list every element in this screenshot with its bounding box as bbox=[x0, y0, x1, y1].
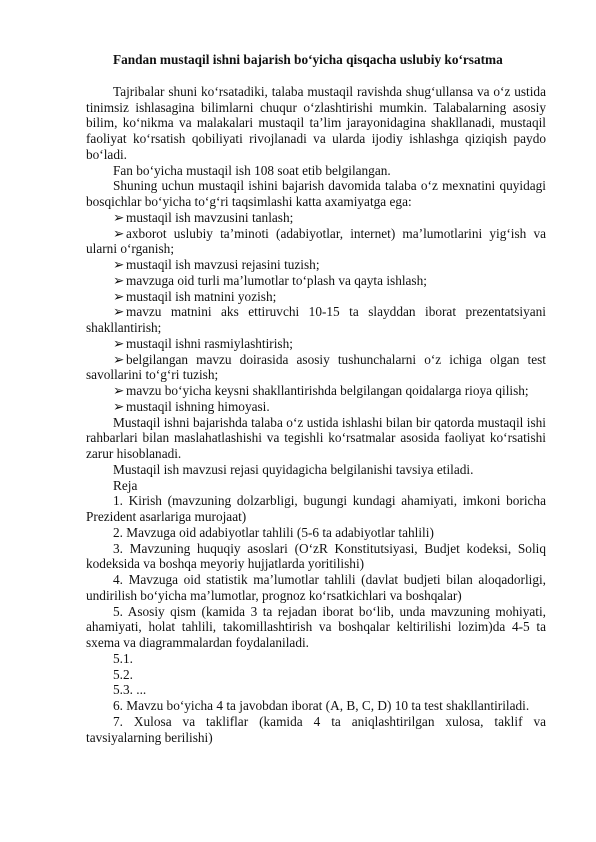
stage-list-item: ➢ mustaqil ish mavzusi rejasini tuzish; bbox=[113, 257, 320, 272]
plan-heading: Reja bbox=[113, 477, 138, 493]
plan-item: 1. Kirish (mavzuning dolzarbligi, bugungi kundagi ahamiyati, imkoni boricha Prezident asarlariga murojaat) bbox=[86, 493, 546, 524]
stage-list-item: ➢ mustaqil ishni rasmiylashtirish; bbox=[113, 335, 293, 351]
arrow-bullet-icon: ➢ bbox=[113, 209, 125, 225]
arrow-bullet-icon: ➢ bbox=[113, 272, 125, 288]
arrow-bullet-icon: ➢ bbox=[113, 288, 125, 304]
plan-subitem: 5.2. bbox=[113, 666, 133, 682]
plan-subitem: 5.3. ... bbox=[113, 682, 147, 698]
arrow-bullet-icon: ➢ bbox=[113, 304, 125, 320]
arrow-bullet-icon: ➢ bbox=[113, 335, 125, 351]
plan-item: 5. Asosiy qism (kamida 3 ta rejadan iborat bo‘lib, unda mavzuning mohiyati, ahamiyati, holat tahlili, takomillashtirish va boshqalar keltirilishi lozim)da 4-5 ta sxema va diagrammalardan foydalaniladi. bbox=[86, 603, 546, 650]
plan-item: 4. Mavzuga oid statistik ma’lumotlar tahlili (davlat budjeti bilan aloqadorligi, undirilish bo‘yicha ma’lumotlar, prognoz ko‘rsatkichlari va boshqalar) bbox=[86, 572, 546, 603]
supervision-paragraph: Mustaqil ishni bajarishda talaba o‘z ustida ishlashi bilan bir qatorda mustaqil ishi rahbarlari bilan maslahatlashishi va tegishli ko‘rsatmalar asosida faoliyat ko‘rsatishi zarur hisoblanadi. bbox=[86, 414, 546, 461]
arrow-bullet-icon: ➢ bbox=[113, 257, 125, 272]
plan-item: 2. Mavzuga oid adabiyotlar tahlili (5-6 ta adabiyotlar tahlili) bbox=[113, 524, 434, 540]
stage-list-item: ➢ mavzu matnini aks ettiruvchi 10-15 ta slayddan iborat prezentatsiyani shakllantirish; bbox=[86, 304, 546, 335]
arrow-bullet-icon: ➢ bbox=[113, 398, 125, 414]
document-title: Fandan mustaqil ishni bajarish bo‘yicha qisqacha uslubiy ko‘rsatma bbox=[113, 52, 503, 67]
stage-list-item: ➢ mustaqil ish matnini yozish; bbox=[113, 288, 277, 304]
intro-paragraph: Tajribalar shuni ko‘rsatadiki, talaba mustaqil ravishda shug‘ullansa va o‘z ustida tinimsiz ishlasagina bilimlarni chuqur o‘zlashtirishi mumkin. Talabalarning asosiy bilim, ko‘nikma va malakalari mustaqil ta’lim jarayonidagina shakllanadi, mustaqil faoliyat ko‘rsatish qobiliyati rivojlanadi va ularda ijodiy ishlashga qiziqish paydo bo‘ladi. bbox=[86, 83, 546, 162]
plan-intro-paragraph: Mustaqil ish mavzusi rejasi quyidagicha belgilanishi tavsiya etiladi. bbox=[113, 461, 474, 477]
plan-item: 7. Xulosa va takliflar (kamida 4 ta aniqlashtirilgan xulosa, taklif va tavsiyalarning berilishi) bbox=[86, 713, 546, 745]
plan-item: 3. Mavzuning huquqiy asoslari (O‘zR Konstitutsiyasi, Budjet kodeksi, Soliq kodeksida va boshqa meyoriy hujjatlarda yoritilishi) bbox=[86, 540, 546, 572]
arrow-bullet-icon: ➢ bbox=[113, 383, 125, 398]
stage-list-item: ➢ axborot uslubiy ta’minoti (adabiyotlar, internet) ma’lumotlarini yig‘ish va ularni o‘rganish; bbox=[86, 225, 546, 257]
stages-intro-paragraph: Shuning uchun mustaqil ishini bajarish davomida talaba o‘z mexnatini quyidagi bosqichlar bo‘yicha to‘g‘ri taqsimlashi katta axamiyatga ega: bbox=[86, 178, 546, 209]
plan-subitem: 5.1. bbox=[113, 650, 133, 666]
plan-item: 6. Mavzu bo‘yicha 4 ta javobdan iborat (A, B, C, D) 10 ta test shakllantiriladi. bbox=[113, 698, 530, 713]
stage-list-item: ➢ belgilangan mavzu doirasida asosiy tushunchalarni o‘z ichiga olgan test savollarini to‘g‘ri tuzish; bbox=[86, 351, 546, 383]
stage-list-item: ➢ mavzu bo‘yicha keysni shakllantirishda belgilangan qoidalarga rioya qilish; bbox=[113, 383, 529, 398]
stage-list-item: ➢ mustaqil ish mavzusini tanlash; bbox=[113, 209, 294, 225]
hours-paragraph: Fan bo‘yicha mustaqil ish 108 soat etib belgilangan. bbox=[113, 162, 391, 178]
stage-list-item: ➢ mavzuga oid turli ma’lumotlar to‘plash va qayta ishlash; bbox=[113, 272, 427, 288]
stage-list-item: ➢ mustaqil ishning himoyasi. bbox=[113, 398, 270, 414]
arrow-bullet-icon: ➢ bbox=[113, 351, 125, 367]
document-body bbox=[86, 52, 546, 745]
arrow-bullet-icon: ➢ bbox=[113, 225, 125, 241]
